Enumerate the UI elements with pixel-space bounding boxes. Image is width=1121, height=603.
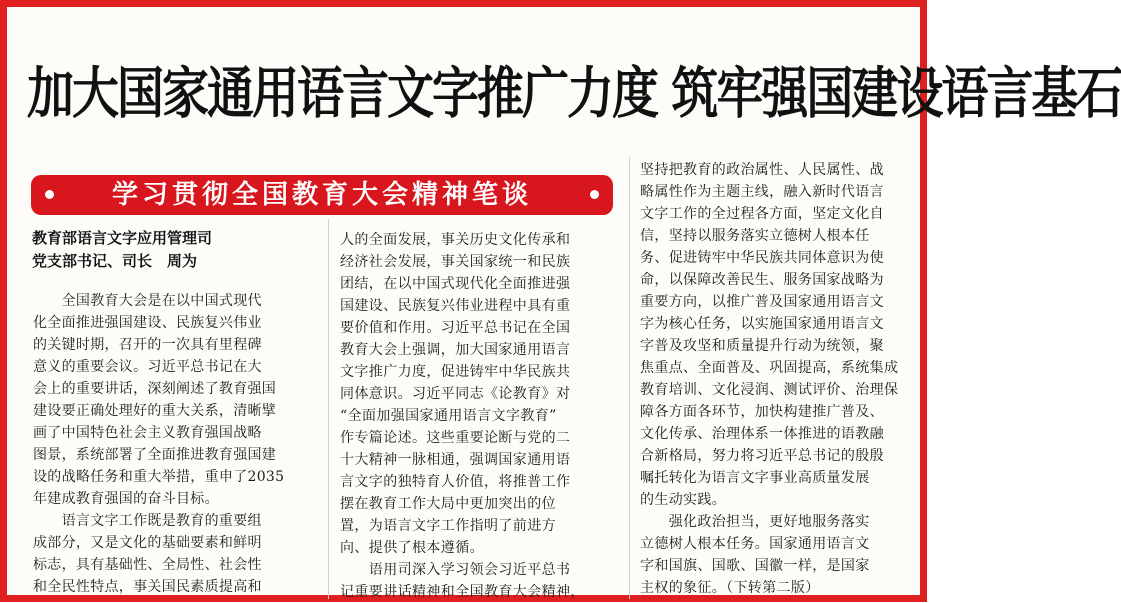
text-line: 经济社会发展，事关国家统一和民族 (340, 254, 571, 270)
text-line: 语用司深入学习领会习近平总书 (340, 562, 571, 578)
text-line: 全国教育大会是在以中国式现代 (33, 293, 262, 309)
text-line: 务、促进铸牢中华民族共同体意识为使 (640, 250, 884, 266)
text-line: “全面加强国家通用语言文字教育” (340, 408, 557, 424)
text-line: 坚持把教育的政治属性、人民属性、战 (640, 162, 884, 178)
text-line: 的关键时期，召开的一次具有里程碑 (33, 337, 262, 353)
text-line: 向、提供了根本遵循。 (340, 540, 484, 556)
text-line: 强化政治担当，更好地服务落实 (640, 514, 870, 530)
text-line: 图景，系统部署了全面推进教育强国建 (33, 447, 277, 463)
text-line: 置，为语言文字工作指明了前进方 (340, 518, 556, 534)
text-line: 略属性作为主题主线，融入新时代语言 (640, 184, 884, 200)
author-title: 党支部书记、司长 周为 (32, 252, 198, 270)
column-divider (629, 157, 630, 599)
headline: 加大国家通用语言文字推广力度 筑牢强国建设语言基石 (27, 61, 1121, 127)
text-line: 合新格局，努力将习近平总书记的殷殷 (640, 448, 884, 464)
text-line: 设的战略任务和重大举措，重申了2035 (33, 469, 285, 485)
text-line: 字和国旗、国歌、国徽一样，是国家 (640, 558, 870, 574)
text-line: 会上的重要讲话，深刻阐述了教育强国 (33, 381, 277, 397)
text-line: 命，以保障改善民生、服务国家战略为 (640, 272, 884, 288)
text-line: 人的全面发展，事关历史文化传承和 (340, 232, 571, 248)
text-line: 文化传承、治理体系一体推进的语教融 (640, 426, 884, 442)
text-line: 主权的象征。（下转第二版） (640, 580, 820, 596)
text-line: 记重要讲话精神和全国教育大会精神， (340, 584, 585, 600)
text-line: 言文字的独特育人价值，将推普工作 (340, 474, 571, 490)
author-byline (32, 227, 322, 273)
text-line: 信，坚持以服务落实立德树人根本任 (640, 228, 870, 244)
article-column-3 (640, 159, 923, 599)
text-line: 建设要正确处理好的重大关系，清晰擘 (33, 403, 277, 419)
banner-title: 学习贯彻全国教育大会精神笔谈 (111, 180, 532, 210)
text-line: 教育培训、文化浸润、测试评价、治理保 (640, 382, 899, 398)
text-line: 同体意识。习近平同志《论教育》对 (340, 386, 571, 402)
text-line: 化全面推进强国建设、民族复兴伟业 (33, 315, 262, 331)
text-line: 障各方面各环节，加快构建推广普及、 (640, 404, 884, 420)
text-line: 摆在教育工作大局中更加突出的位 (340, 496, 556, 512)
text-line: 教育大会上强调，加大国家通用语言 (340, 342, 571, 358)
text-line: 嘱托转化为语言文字事业高质量发展 (640, 470, 870, 486)
article-column-1 (33, 290, 317, 598)
text-line: 画了中国特色社会主义教育强国战略 (33, 425, 262, 441)
text-line: 立德树人根本任务。国家通用语言文 (640, 536, 870, 552)
article-column-2 (340, 229, 620, 603)
banner-right-dot (590, 190, 599, 199)
text-line: 标志，具有基础性、全局性、社会性 (33, 557, 262, 573)
text-line: 文字工作的全过程各方面，坚定文化自 (640, 206, 884, 222)
text-line: 国建设、民族复兴伟业进程中具有重 (340, 298, 571, 314)
text-line: 团结，在以中国式现代化全面推进强 (340, 276, 571, 292)
column-divider (328, 219, 329, 599)
text-line: 字普及攻坚和质量提升行动为统领，聚 (640, 338, 884, 354)
text-line: 成部分，又是文化的基础要素和鲜明 (33, 535, 262, 551)
text-line: 字为核心任务，以实施国家通用语言文 (640, 316, 884, 332)
text-line: 作专篇论述。这些重要论断与党的二 (340, 430, 571, 446)
text-line: 文字推广力度，促进铸牢中华民族共 (340, 364, 571, 380)
text-line: 和全民性特点，事关国民素质提高和 (33, 579, 262, 595)
text-line: 要价值和作用。习近平总书记在全国 (340, 320, 571, 336)
text-line: 的生动实践。 (640, 492, 727, 508)
text-line: 焦重点、全面普及、巩固提高，系统集成 (640, 360, 899, 376)
text-line: 重要方向，以推广普及国家通用语言文 (640, 294, 884, 310)
banner-left-dot (45, 190, 54, 199)
text-line: 年建成教育强国的奋斗目标。 (33, 491, 219, 507)
column-banner (31, 175, 613, 215)
author-org: 教育部语言文字应用管理司 (32, 229, 213, 247)
text-line: 意义的重要会议。习近平总书记在大 (33, 359, 262, 375)
text-line: 语言文字工作既是教育的重要组 (33, 513, 262, 529)
text-line: 十大精神一脉相通，强调国家通用语 (340, 452, 571, 468)
